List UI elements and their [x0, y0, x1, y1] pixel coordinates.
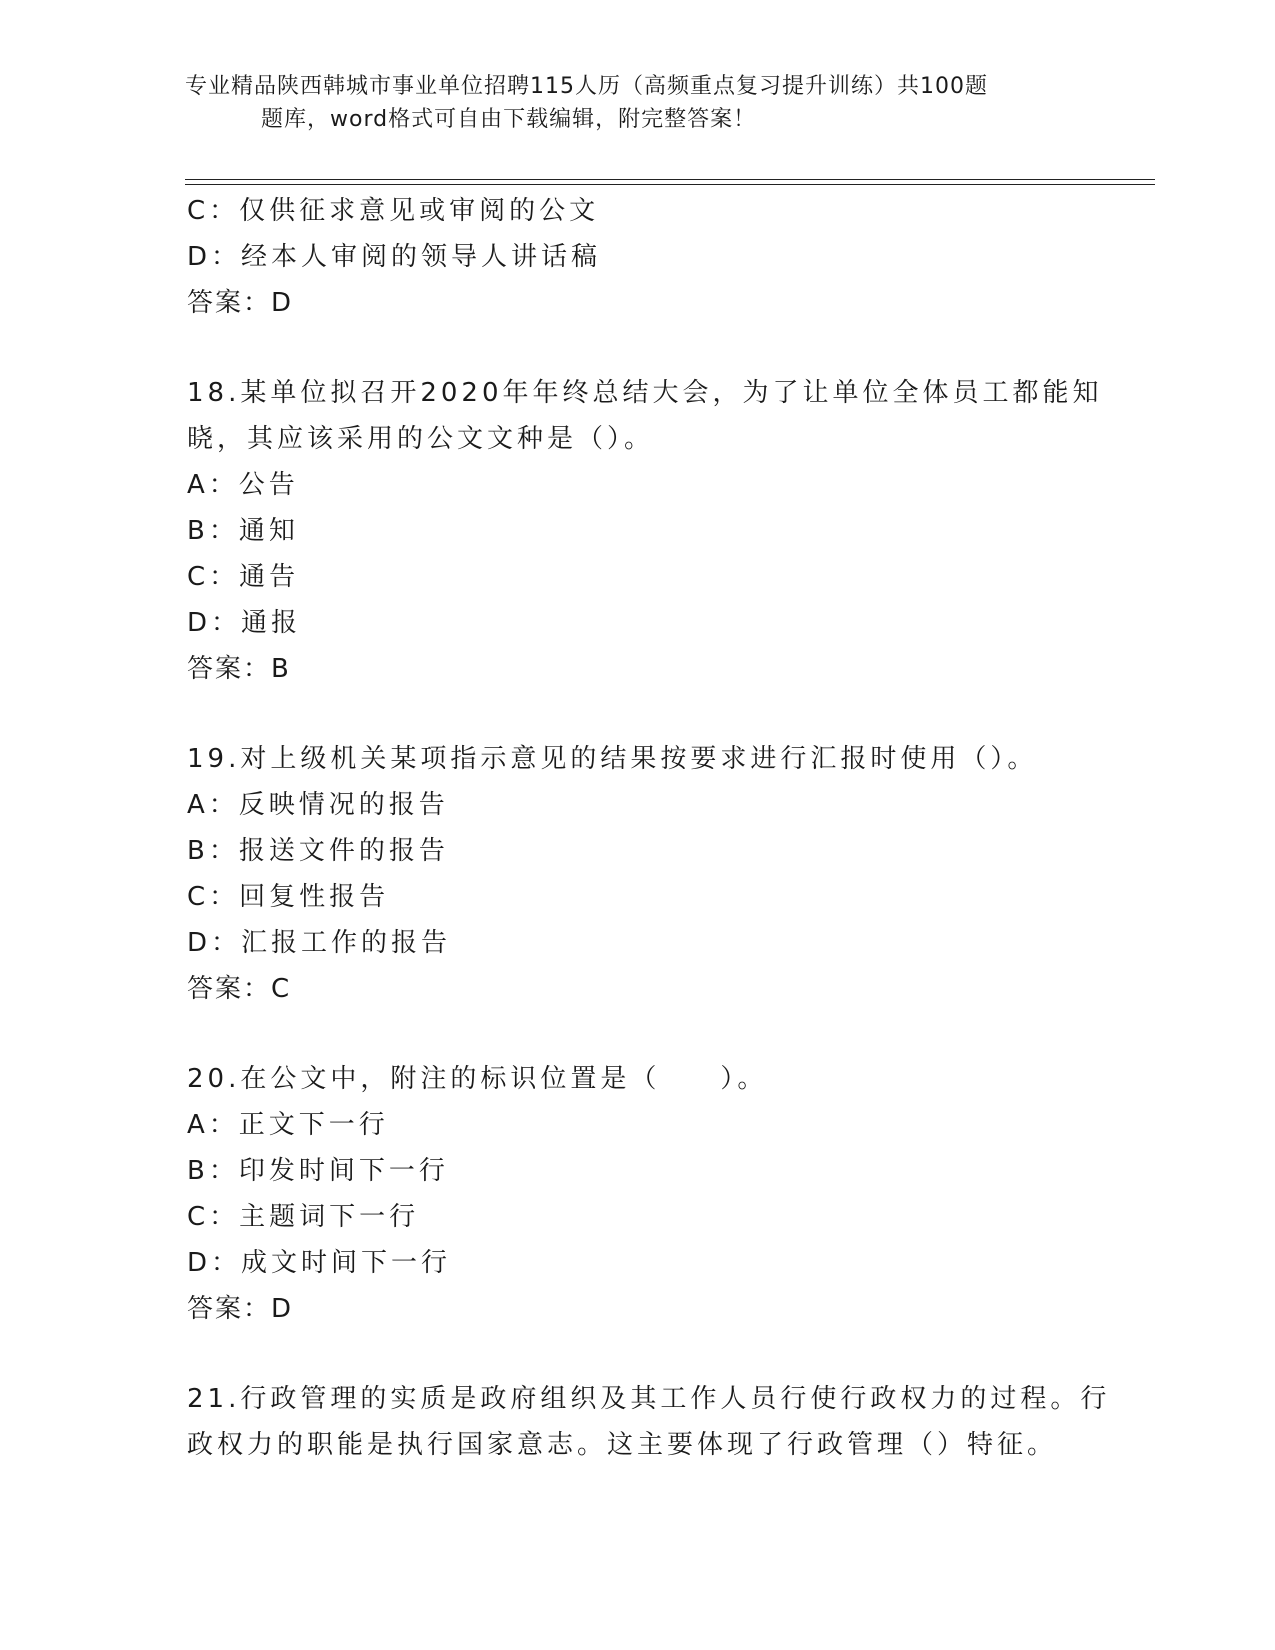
option-a: A：正文下一行 — [187, 1110, 389, 1140]
question-21 — [187, 1376, 1111, 1468]
answer-line: 答案：D — [187, 1294, 294, 1324]
option-a: A：公告 — [187, 470, 299, 500]
option-d: D：成文时间下一行 — [187, 1248, 452, 1278]
option-b: B：报送文件的报告 — [187, 836, 449, 866]
option-b: B：印发时间下一行 — [187, 1156, 449, 1186]
continued-question-block — [187, 188, 1087, 326]
question-stem: 晓，其应该采用的公文文种是（）。 — [187, 424, 655, 454]
option-c: C：回复性报告 — [187, 882, 390, 912]
question-stem: 政权力的职能是执行国家意志。这主要体现了行政管理（）特征。 — [187, 1430, 1058, 1460]
question-stem: 19.对上级机关某项指示意见的结果按要求进行汇报时使用（）。 — [187, 744, 1038, 774]
header-divider-top — [185, 179, 1155, 180]
option-b: B：通知 — [187, 516, 299, 546]
answer-line: 答案：B — [187, 654, 291, 684]
option-d: D：汇报工作的报告 — [187, 928, 452, 958]
option-c: C：仅供征求意见或审阅的公文 — [187, 196, 600, 226]
question-18 — [187, 370, 1103, 692]
document-body — [187, 188, 1111, 1468]
question-stem: 18.某单位拟召开2020年年终总结大会，为了让单位全体员工都能知 — [187, 378, 1103, 408]
header-title-line-2: 题库，word格式可自由下载编辑，附完整答案！ — [261, 107, 757, 132]
question-19 — [187, 736, 1087, 1012]
option-c: C：通告 — [187, 562, 300, 592]
answer-line: 答案：C — [187, 974, 292, 1004]
header-divider-bottom — [185, 184, 1155, 185]
document-header — [185, 70, 1085, 136]
question-20 — [187, 1056, 1087, 1332]
question-stem: 21.行政管理的实质是政府组织及其工作人员行使行政权力的过程。行 — [187, 1384, 1111, 1414]
header-title-line-1: 专业精品陕西韩城市事业单位招聘115人历（高频重点复习提升训练）共100题 — [185, 74, 988, 99]
question-stem: 20.在公文中，附注的标识位置是（ ）。 — [187, 1064, 768, 1094]
option-c: C：主题词下一行 — [187, 1202, 420, 1232]
option-d: D：通报 — [187, 608, 302, 638]
option-a: A：反映情况的报告 — [187, 790, 449, 820]
option-d: D：经本人审阅的领导人讲话稿 — [187, 242, 602, 272]
answer-line: 答案：D — [187, 288, 294, 318]
